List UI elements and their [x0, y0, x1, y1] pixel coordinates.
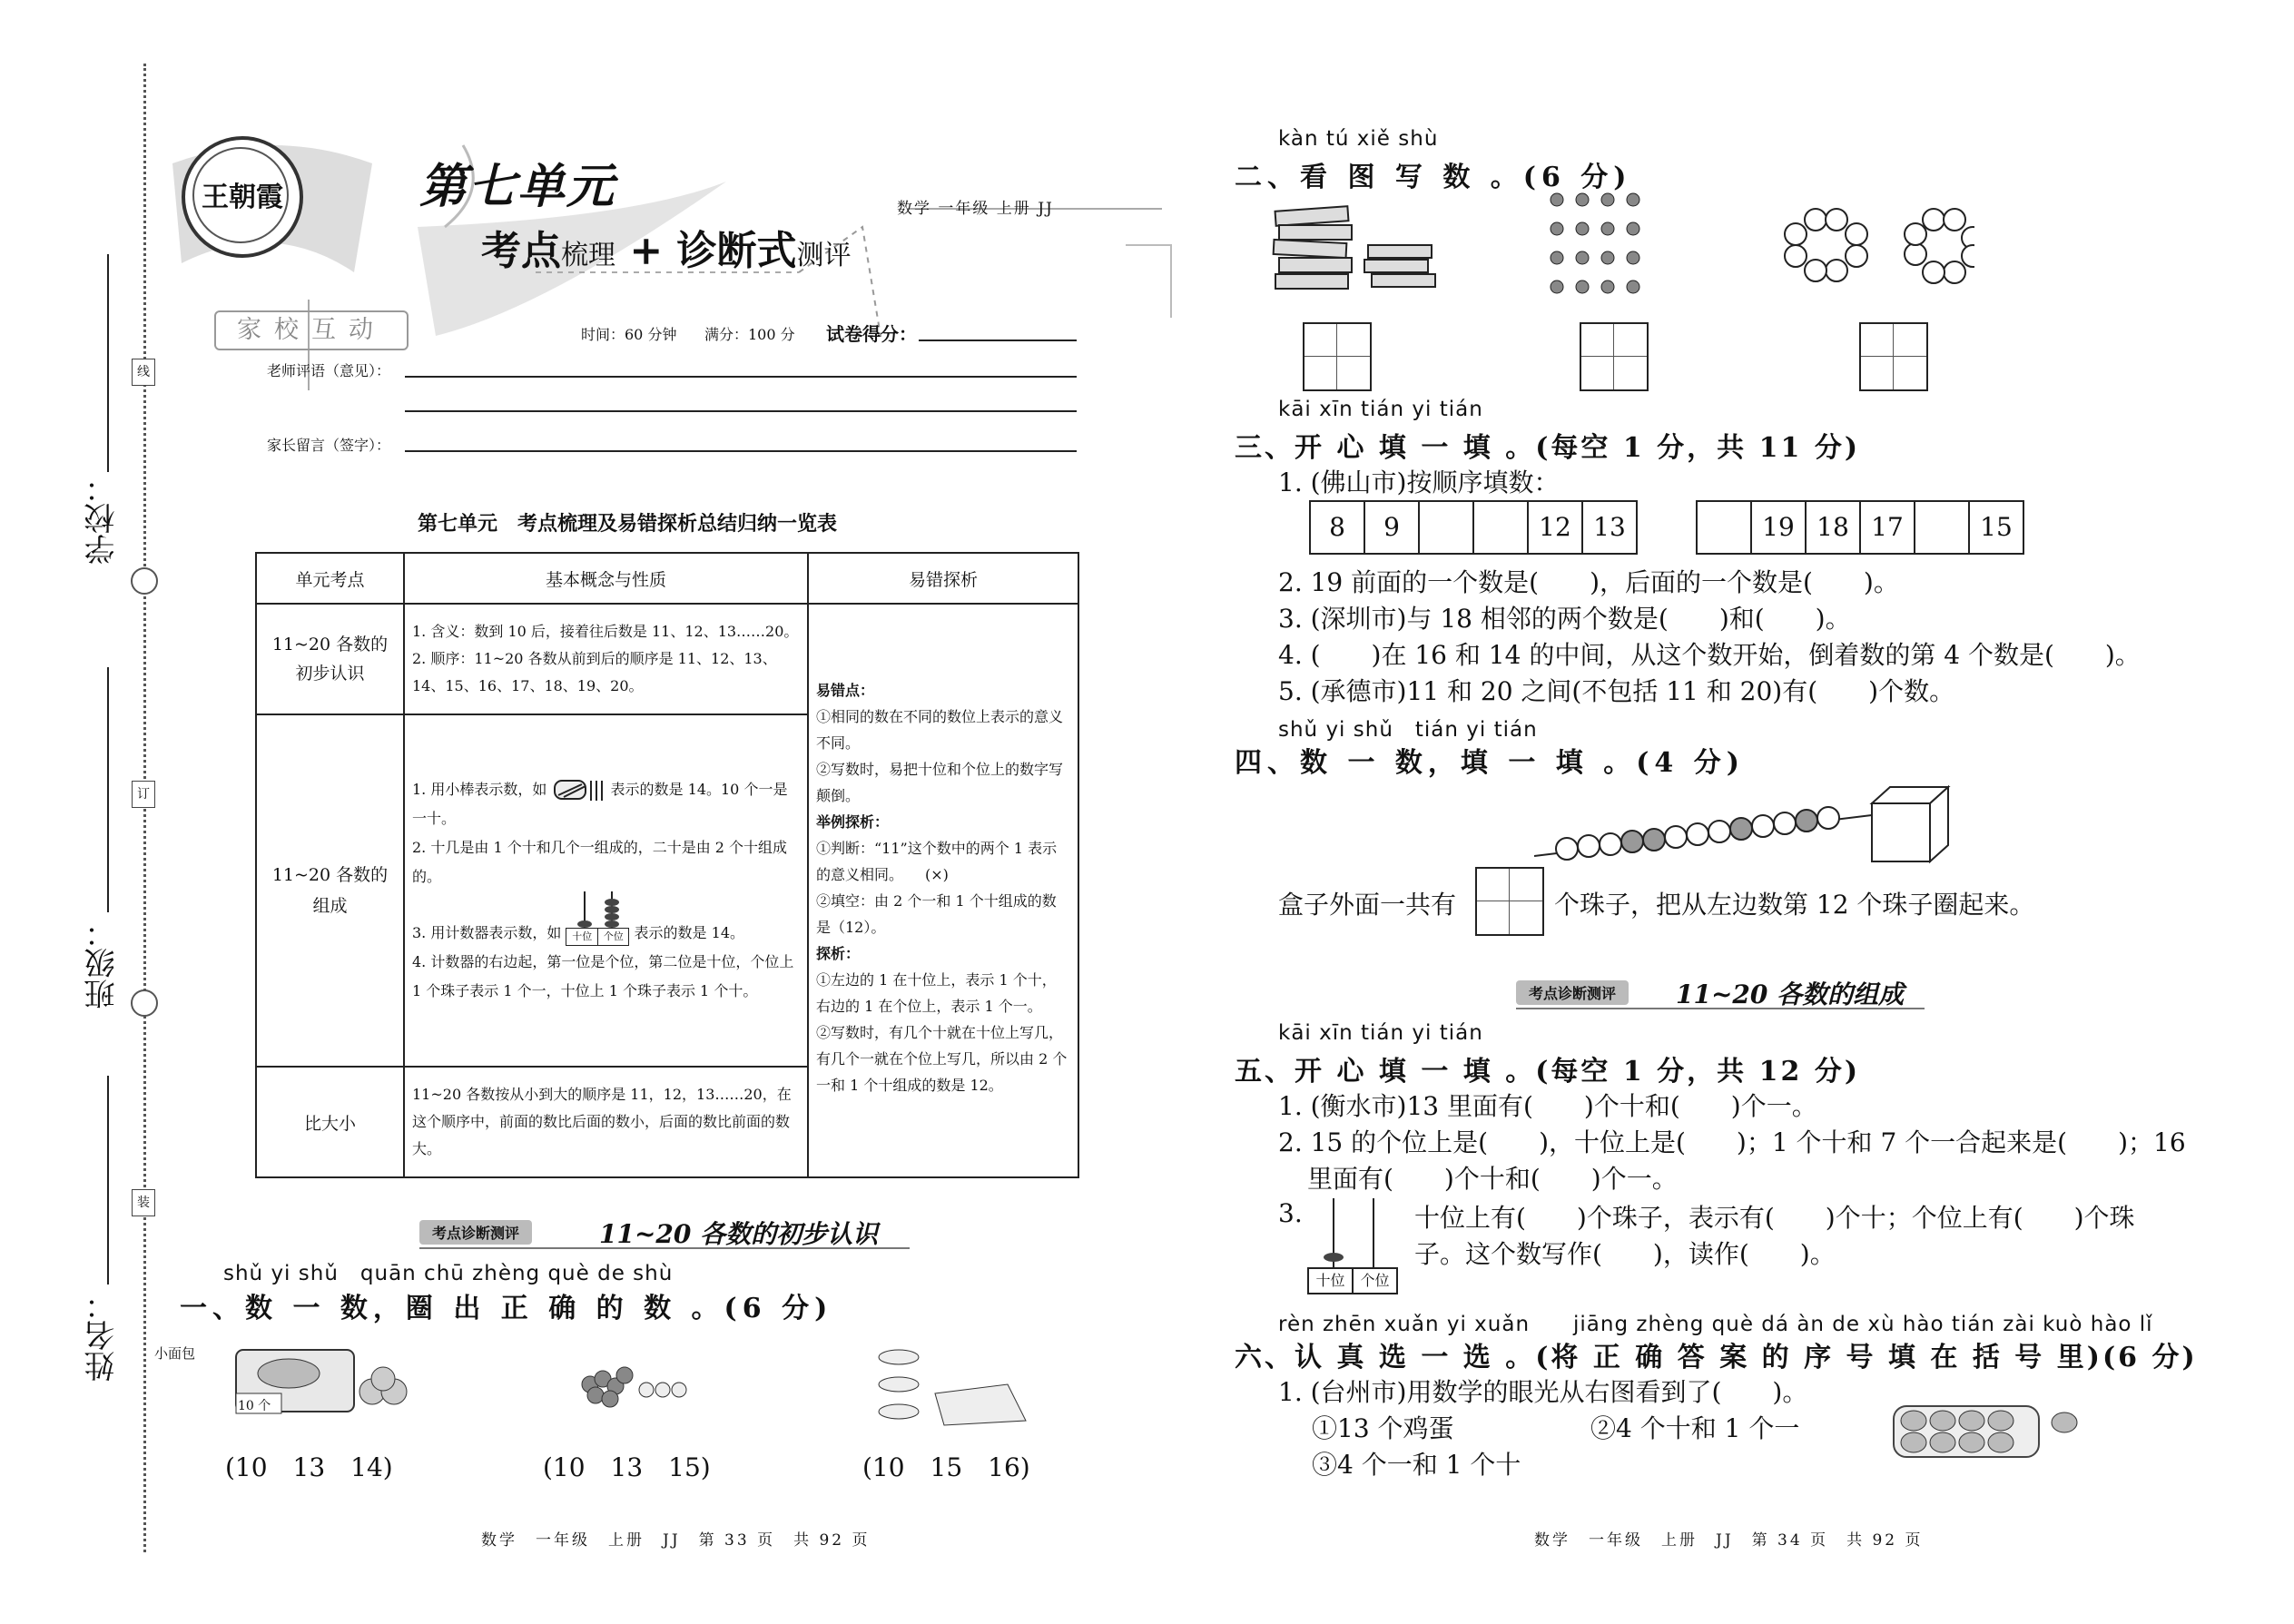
q6-option2[interactable]: ②4 个十和 1 个一 — [1590, 1413, 1800, 1443]
binding-mark: 线 — [132, 359, 155, 386]
summary-title: 第七单元 考点梳理及易错探析总结归纳一览表 — [418, 512, 838, 536]
table-cell-topic: 比大小 — [256, 1067, 404, 1177]
q1-options-a[interactable]: (10 13 14) — [225, 1452, 393, 1482]
q2-title: 二、看 图 写 数 。(6 分) — [1235, 162, 1632, 193]
name-line — [107, 1076, 109, 1284]
teacher-comment-line[interactable] — [405, 410, 1077, 412]
q4-answer-box[interactable] — [1475, 867, 1544, 936]
section-badge: 考点诊断测评 11~20 各数的初步认识 — [419, 1218, 910, 1249]
q6-option3[interactable]: ③4 个一和 1 个十 — [1312, 1450, 1521, 1480]
exam-score-label: 试卷得分： — [826, 323, 917, 345]
seq-cell[interactable]: 17 — [1859, 500, 1915, 555]
unit-title: 第七单元 — [419, 159, 616, 214]
q5-title: 五、开 心 填 一 填 。(每空 1 分，共 12 分) — [1235, 1056, 1861, 1088]
binding-hole — [131, 989, 158, 1017]
seq-cell[interactable]: 8 — [1309, 500, 1365, 555]
q5-line3-number: 3. — [1278, 1198, 1303, 1228]
seq-cell[interactable]: 12 — [1527, 500, 1583, 555]
q5-line3a: 十位上有( )个珠子，表示有( )个十；个位上有( )个珠 — [1414, 1203, 2135, 1233]
abacus-icon: 十位 个位 — [566, 891, 629, 948]
teacher-comment-label: 老师评语（意见）： — [267, 362, 391, 379]
bread-count-label: 10 个 — [238, 1399, 271, 1413]
seq-cell[interactable] — [1418, 500, 1474, 555]
seq-cell[interactable] — [1696, 500, 1752, 555]
bread-label: 小面包 — [154, 1345, 196, 1362]
q1-pictures — [227, 1339, 1044, 1439]
q3-line3: 3. (深圳市)与 18 相邻的两个数是( )和( )。 — [1278, 604, 1851, 634]
q4-pinyin: shǔ yi shǔ tián yi tián — [1278, 718, 1538, 742]
table-cell-topic: 11~20 各数的初步认识 — [256, 604, 404, 714]
q4-text-pre: 盒子外面一共有 — [1278, 890, 1457, 920]
q4-title: 四、数 一 数，填 一 填 。(4 分) — [1235, 747, 1745, 779]
page-footer-left: 数学 一年级 上册 JJ 第 33 页 共 92 页 — [481, 1531, 871, 1550]
q6-line1: 1. (台州市)用数学的眼光从右图看到了( )。 — [1278, 1377, 1808, 1407]
score-info: 满分：100 分 — [704, 326, 795, 343]
seq-cell[interactable]: 15 — [1968, 500, 2024, 555]
binding-dotted-line — [143, 64, 146, 1552]
table-cell-points: 1. 用小棒表示数，如 表示的数是 14。10 个一是一十。 2. 十几是由 1 个十和几个一组成的，二十是由 2 个十组成的。 3. 用计数器表示数，如 十位 个位 表示的数是 14。 4. 计数器的右边起，第一位是个位，第二位是十位，个位上 1 个珠子表示 1 个一，十位上 1 个珠子表示 1 个十。 — [404, 714, 808, 1067]
subtitle: 考点梳理 + 诊断式测评 — [481, 228, 852, 274]
abacus-picture: 十位 个位 — [1307, 1198, 1398, 1298]
q5-pinyin: kāi xīn tián yi tián — [1278, 1021, 1483, 1045]
q4-text-post: 个珠子，把从左边数第 12 个珠子圈起来。 — [1554, 890, 2035, 920]
q6-title: 六、认 真 选 一 选 。(将 正 确 答 案 的 序 号 填 在 括 号 里)(6 分) — [1235, 1342, 2198, 1373]
school-line — [107, 254, 109, 472]
q5-line2b: 里面有( )个十和( )个一。 — [1307, 1164, 1678, 1194]
q2-answer-box[interactable] — [1580, 322, 1649, 391]
brand-logo: 王朝霞 — [182, 136, 303, 258]
q1-options-c[interactable]: (10 15 16) — [862, 1452, 1030, 1482]
seq-cell[interactable] — [1472, 500, 1529, 555]
q3-sequence-2 — [1696, 500, 2023, 555]
q5-line3b: 子。这个数写作( )，读作( )。 — [1414, 1239, 1836, 1269]
page-footer-right: 数学 一年级 上册 JJ 第 34 页 共 92 页 — [1534, 1531, 1924, 1550]
binding-hole — [131, 567, 158, 595]
seq-cell[interactable] — [1914, 500, 1970, 555]
q1-pinyin: shǔ yi shǔ quān chū zhèng què de shù — [223, 1262, 674, 1285]
table-cell-topic: 11~20 各数的组成 — [256, 714, 404, 1067]
q3-line4: 4. ( )在 16 和 14 的中间，从这个数开始，倒着数的第 4 个数是( )。 — [1278, 640, 2141, 670]
sticks-icon — [551, 777, 605, 804]
q3-line1: 1. (佛山市)按顺序填数： — [1278, 468, 1560, 497]
q5-line1: 1. (衡水市)13 里面有( )个十和( )个一。 — [1278, 1091, 1817, 1121]
parent-message-label: 家长留言（签字）： — [267, 437, 391, 454]
class-line — [107, 667, 109, 912]
q3-line5: 5. (承德市)11 和 20 之间(不包括 11 和 20)有( )个数。 — [1278, 676, 1955, 706]
table-cell-errors: 易错点： ①相同的数在不同的数位上表示的意义不同。 ②写数时，易把十位和个位上的数字写颠倒。 举例探析： ①判断：“11”这个数中的两个 1 表示的意义相同。 (×) ②填空：由 2 个一和 1 个十组成的数是（12）。 探析： ①左边的 1 在十位上，表示 1 个十，右边的 1 在个位上，表示 1 个一。 ②写数时，有几个十就在十位上写几，有几个一就在个位上写几，所以由 2 个一和 1 个十组成的数是 12。 — [808, 604, 1078, 1177]
table-header: 单元考点 — [256, 553, 404, 604]
q3-title: 三、开 心 填 一 填 。(每空 1 分，共 11 分) — [1235, 432, 1861, 464]
q2-answer-box[interactable] — [1859, 322, 1928, 391]
q5-line2a: 2. 15 的个位上是( )，十位上是( )；1 个十和 7 个一合起来是( )；16 — [1278, 1127, 2186, 1157]
q6-pinyin: rèn zhēn xuǎn yi xuǎn jiāng zhèng què dá àn de xù hào tián zài kuò hào lǐ — [1278, 1313, 2153, 1336]
teacher-comment-line[interactable] — [405, 376, 1077, 378]
table-header: 基本概念与性质 — [404, 553, 808, 604]
q2-pinyin: kàn tú xiě shù — [1278, 127, 1439, 151]
q2-answer-box[interactable] — [1303, 322, 1372, 391]
school-label: 学校： — [84, 472, 121, 565]
q2-pictures — [1266, 191, 1974, 318]
beads-picture — [1534, 776, 1970, 867]
seq-cell[interactable]: 18 — [1805, 500, 1861, 555]
parent-message-line[interactable] — [405, 450, 1077, 452]
binding-mark: 装 — [132, 1189, 155, 1216]
name-label: 姓名： — [84, 1289, 121, 1382]
seq-cell[interactable]: 13 — [1581, 500, 1638, 555]
exam-score-line[interactable] — [919, 340, 1077, 341]
binding-mark: 订 — [132, 781, 155, 808]
table-cell-points: 1. 含义：数到 10 后，接着往后数是 11、12、13……20。 2. 顺序：11~20 各数从前到后的顺序是 11、12、13、14、15、16、17、18、19、20。 — [404, 604, 808, 714]
summary-table — [255, 552, 1079, 1178]
q1-options-b[interactable]: (10 13 15) — [543, 1452, 711, 1482]
section-badge: 考点诊断测评 11~20 各数的组成 — [1516, 979, 1925, 1009]
home-school-badge: 家校互动 — [214, 310, 409, 350]
q6-option1[interactable]: ①13 个鸡蛋 — [1312, 1413, 1454, 1443]
table-header: 易错探析 — [808, 553, 1078, 604]
time-info: 时间：60 分钟 — [581, 326, 677, 343]
book-tag: 数学 一年级 上册 JJ — [897, 200, 1054, 218]
q3-pinyin: kāi xīn tián yi tián — [1278, 398, 1483, 421]
class-label: 班级： — [84, 917, 121, 1009]
seq-cell[interactable]: 9 — [1364, 500, 1420, 555]
q1-title: 一、数 一 数，圈 出 正 确 的 数 。(6 分) — [180, 1293, 833, 1324]
q3-line2: 2. 19 前面的一个数是( )，后面的一个数是( )。 — [1278, 567, 1899, 597]
q3-sequence-1 — [1309, 500, 1636, 555]
table-cell-points: 11~20 各数按从小到大的顺序是 11，12，13……20，在这个顺序中，前面的数比后面的数小，后面的数比前面的数大。 — [404, 1067, 808, 1177]
seq-cell[interactable]: 19 — [1750, 500, 1807, 555]
eggs-picture — [1886, 1393, 2095, 1466]
